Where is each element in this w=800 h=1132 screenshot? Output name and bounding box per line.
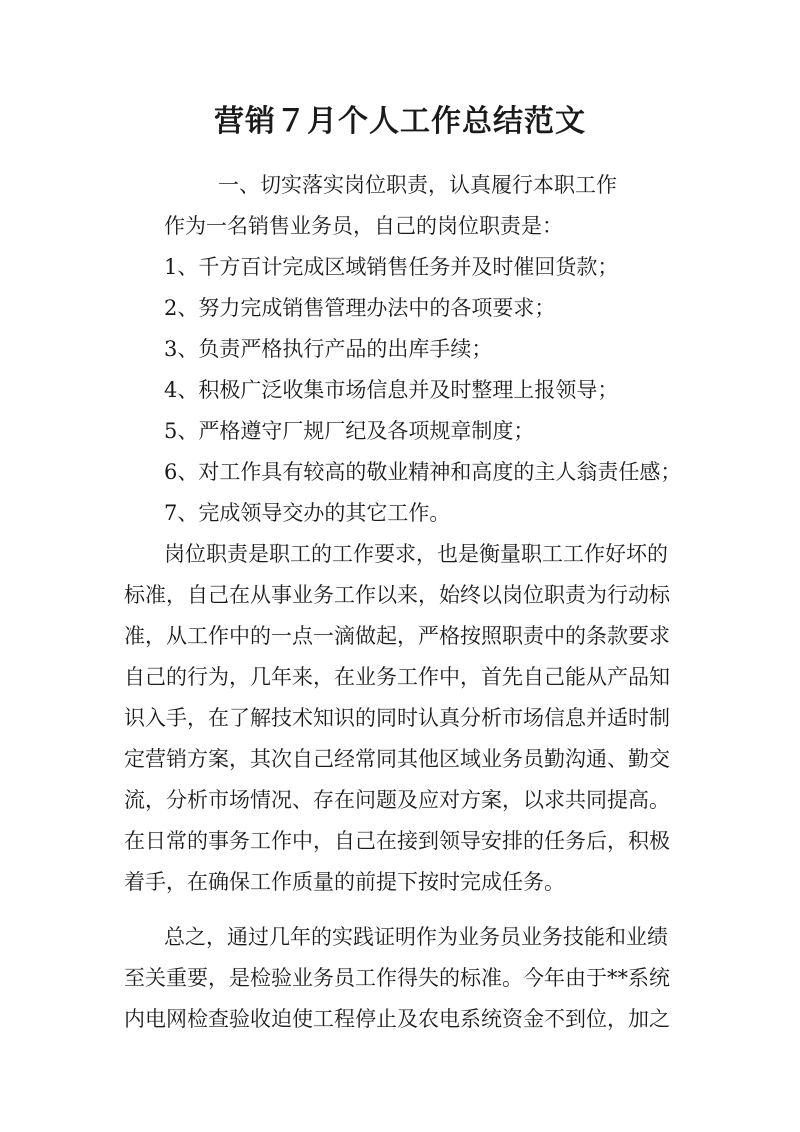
duty-item-7: 7、完成领导交办的其它工作。: [164, 501, 451, 525]
paragraph1-line-6: 定营销方案，其次自己经常同其他区域业务员勤沟通、勤交: [124, 747, 670, 771]
duty-item-4: 4、积极广泛收集市场信息并及时整理上报领导；: [164, 378, 619, 402]
duty-item-3: 3、负责严格执行产品的出库手续；: [164, 337, 493, 361]
paragraph1-line-7: 流，分析市场情况、存在问题及应对方案，以求共同提高。: [124, 788, 670, 812]
duty-item-2: 2、努力完成销售管理办法中的各项要求；: [164, 296, 556, 320]
paragraph2-line-2: 至关重要，是检验业务员工作得失的标准。今年由于**系统: [124, 966, 670, 990]
duty-item-6: 6、对工作具有较高的敬业精神和高度的主人翁责任感；: [164, 460, 682, 484]
section-heading: 一、切实落实岗位职责，认真履行本职工作: [218, 173, 617, 197]
paragraph1-line-5: 识入手，在了解技术知识的同时认真分析市场信息并适时制: [124, 706, 670, 730]
document-title: 营销７月个人工作总结范文: [214, 104, 586, 139]
paragraph1-line-3: 准，从工作中的一点一滴做起，严格按照职责中的条款要求: [124, 624, 670, 648]
intro-line: 作为一名销售业务员，自己的岗位职责是：: [164, 214, 563, 238]
paragraph2-line-1: 总之，通过几年的实践证明作为业务员业务技能和业绩: [164, 925, 668, 949]
paragraph1-line-2: 标准，自己在从事业务工作以来，始终以岗位职责为行动标: [124, 583, 670, 607]
paragraph2-line-3: 内电网检查验收迫使工程停止及农电系统资金不到位，加之: [124, 1007, 670, 1031]
paragraph1-line-1: 岗位职责是职工的工作要求，也是衡量职工工作好坏的: [164, 542, 668, 566]
duty-item-1: 1、千方百计完成区域销售任务并及时催回货款；: [164, 255, 619, 279]
paragraph1-line-8: 在日常的事务工作中，自己在接到领导安排的任务后，积极: [124, 829, 670, 853]
paragraph1-line-9: 着手，在确保工作质量的前提下按时完成任务。: [124, 870, 565, 894]
duty-item-5: 5、严格遵守厂规厂纪及各项规章制度；: [164, 419, 535, 443]
paragraph1-line-4: 自己的行为，几年来，在业务工作中，首先自己能从产品知: [124, 665, 670, 689]
